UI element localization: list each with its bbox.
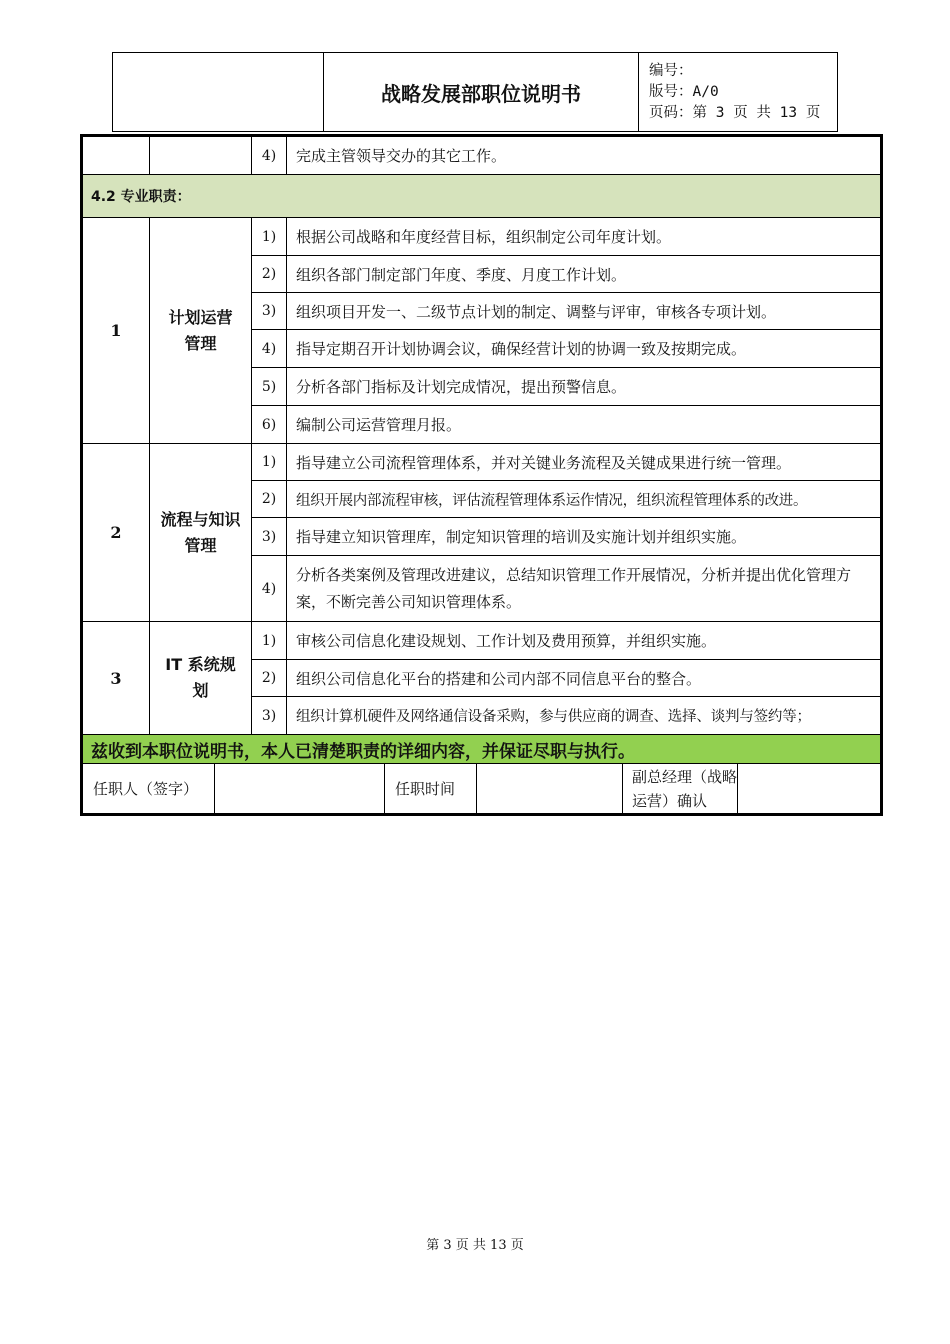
item-text: 分析各部门指标及计划完成情况，提出预警信息。 bbox=[286, 367, 881, 406]
holder-signature-field[interactable] bbox=[214, 763, 385, 814]
vp-confirm-field[interactable] bbox=[737, 763, 881, 814]
group-category-label: IT 系统规划 bbox=[165, 655, 236, 700]
group-category-label: 计划运营管理 bbox=[168, 307, 233, 353]
item-text: 完成主管领导交办的其它工作。 bbox=[286, 136, 881, 175]
group-category bbox=[149, 621, 252, 735]
item-text: 审核公司信息化建设规划、工作计划及费用预算，并组织实施。 bbox=[286, 621, 881, 660]
group-index: 1 bbox=[82, 217, 150, 444]
item-number: 5) bbox=[251, 367, 287, 406]
appointment-date-field[interactable] bbox=[476, 763, 623, 814]
item-number: 2) bbox=[251, 255, 287, 293]
item-number: 6) bbox=[251, 405, 287, 444]
page-footer: 第 3 页 共 13 页 bbox=[426, 1238, 524, 1253]
continuation-category-cell bbox=[149, 136, 252, 175]
item-text: 分析各类案例及管理改进建议，总结知识管理工作开展情况，分析并提出优化管理方案，不断完善公司知识管理体系。 bbox=[286, 555, 881, 622]
group-index: 2 bbox=[82, 443, 150, 622]
group-category bbox=[149, 217, 252, 444]
group-index: 3 bbox=[82, 621, 150, 735]
item-number: 4) bbox=[251, 136, 287, 175]
item-number: 2) bbox=[251, 659, 287, 697]
holder-signature-label: 任职人（签字） bbox=[82, 763, 215, 814]
item-text: 指导定期召开计划协调会议，确保经营计划的协调一致及按期完成。 bbox=[286, 329, 881, 368]
item-text: 指导建立公司流程管理体系，并对关键业务流程及关键成果进行统一管理。 bbox=[286, 443, 881, 481]
item-text: 组织各部门制定部门年度、季度、月度工作计划。 bbox=[286, 255, 881, 293]
document-page: 页码：第 3 页 共 13 页 bbox=[649, 105, 821, 121]
document-header bbox=[112, 52, 838, 132]
item-number: 1) bbox=[251, 621, 287, 660]
group-category-label: 流程与知识管理 bbox=[160, 509, 241, 555]
item-number: 2) bbox=[251, 480, 287, 518]
document-code: 编号： bbox=[649, 63, 693, 79]
header-logo-cell bbox=[113, 53, 324, 131]
item-number: 3) bbox=[251, 292, 287, 330]
header-meta-cell bbox=[649, 61, 833, 124]
item-number: 3) bbox=[251, 517, 287, 556]
continuation-index-cell bbox=[82, 136, 150, 175]
document-title: 战略发展部职位说明书 bbox=[381, 81, 581, 106]
item-text: 组织公司信息化平台的搭建和公司内部不同信息平台的整合。 bbox=[286, 659, 881, 697]
duties-table bbox=[80, 134, 883, 816]
vp-confirm-label: 副总经理（战略运营）确认 bbox=[622, 763, 738, 814]
group-category bbox=[149, 443, 252, 622]
item-number: 3) bbox=[251, 696, 287, 735]
item-text: 组织项目开发一、二级节点计划的制定、调整与评审，审核各专项计划。 bbox=[286, 292, 881, 330]
header-title-cell bbox=[324, 53, 639, 131]
item-number: 4) bbox=[251, 555, 287, 622]
acknowledgement-statement: 兹收到本职位说明书，本人已清楚职责的详细内容，并保证尽职与执行。 bbox=[82, 734, 881, 764]
item-number: 1) bbox=[251, 443, 287, 481]
item-text: 编制公司运营管理月报。 bbox=[286, 405, 881, 444]
item-text: 组织计算机硬件及网络通信设备采购，参与供应商的调查、选择、谈判与签约等； bbox=[286, 696, 881, 735]
section-title: 4.2 专业职责： bbox=[82, 174, 881, 218]
item-text: 指导建立知识管理库，制定知识管理的培训及实施计划并组织实施。 bbox=[286, 517, 881, 556]
item-text: 根据公司战略和年度经营目标，组织制定公司年度计划。 bbox=[286, 217, 881, 256]
item-text: 组织开展内部流程审核，评估流程管理体系运作情况，组织流程管理体系的改进。 bbox=[286, 480, 881, 518]
appointment-date-label: 任职时间 bbox=[384, 763, 477, 814]
item-number: 4) bbox=[251, 329, 287, 368]
item-number: 1) bbox=[251, 217, 287, 256]
document-version: 版号：A/0 bbox=[649, 84, 719, 100]
